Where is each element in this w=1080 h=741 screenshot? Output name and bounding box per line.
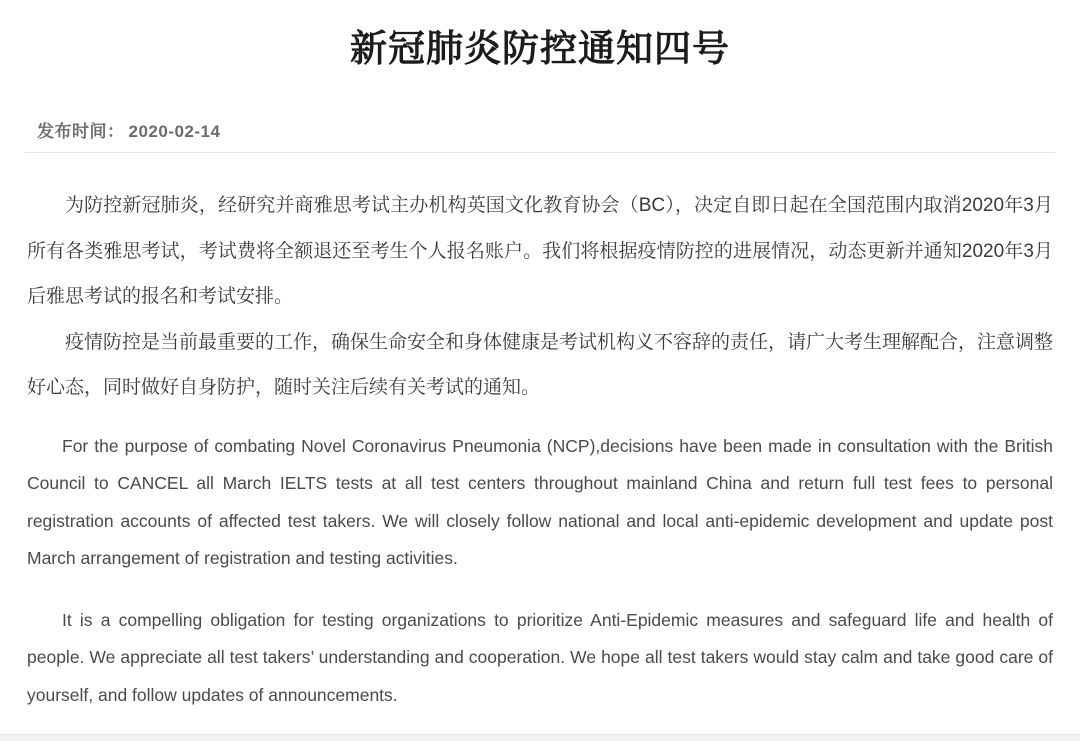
- publish-date-value: 2020-02-14: [128, 122, 221, 141]
- paragraph-zh-1: 为防控新冠肺炎，经研究并商雅思考试主办机构英国文化教育协会（BC），决定自即日起在全国范围内取消2020年3月所有各类雅思考试，考试费将全额退还至考生个人报名账户。我们将根据疫情防控的进展情况，动态更新并通知2020年3月后雅思考试的报名和考试安排。: [27, 195, 1053, 307]
- publish-date-row: [37, 120, 1080, 144]
- header-divider: [25, 152, 1055, 153]
- paragraph-en-1: For the purpose of combating Novel Coronavirus Pneumonia (NCP),decisions have been made in consultation with the British Council to CANCEL all March IELTS tests at all test centers throughout mainland China and return full test fees to personal registration accounts of affected test takers. We will closely follow national and local anti-epidemic development and update post March arrangement of registration and testing activities.: [27, 435, 1053, 569]
- paragraph-zh-2: 疫情防控是当前最重要的工作，确保生命安全和身体健康是考试机构义不容辞的责任，请广大考生理解配合，注意调整好心态，同时做好自身防护，随时关注后续有关考试的通知。: [27, 331, 1054, 398]
- paragraph-en-2: It is a compelling obligation for testing organizations to prioritize Anti-Epidemic measures and safeguard life and health of people. We appreciate all test takers’ understanding and cooperation. We hope all test takers would stay calm and take good care of yourself, and follow updates of announcements.: [27, 609, 1053, 706]
- bottom-edge-bar: [0, 734, 1080, 741]
- page-title: 新冠肺炎防控通知四号: [350, 28, 730, 69]
- article-body: [0, 183, 1080, 715]
- publish-date-label: 发布时间：: [37, 122, 125, 141]
